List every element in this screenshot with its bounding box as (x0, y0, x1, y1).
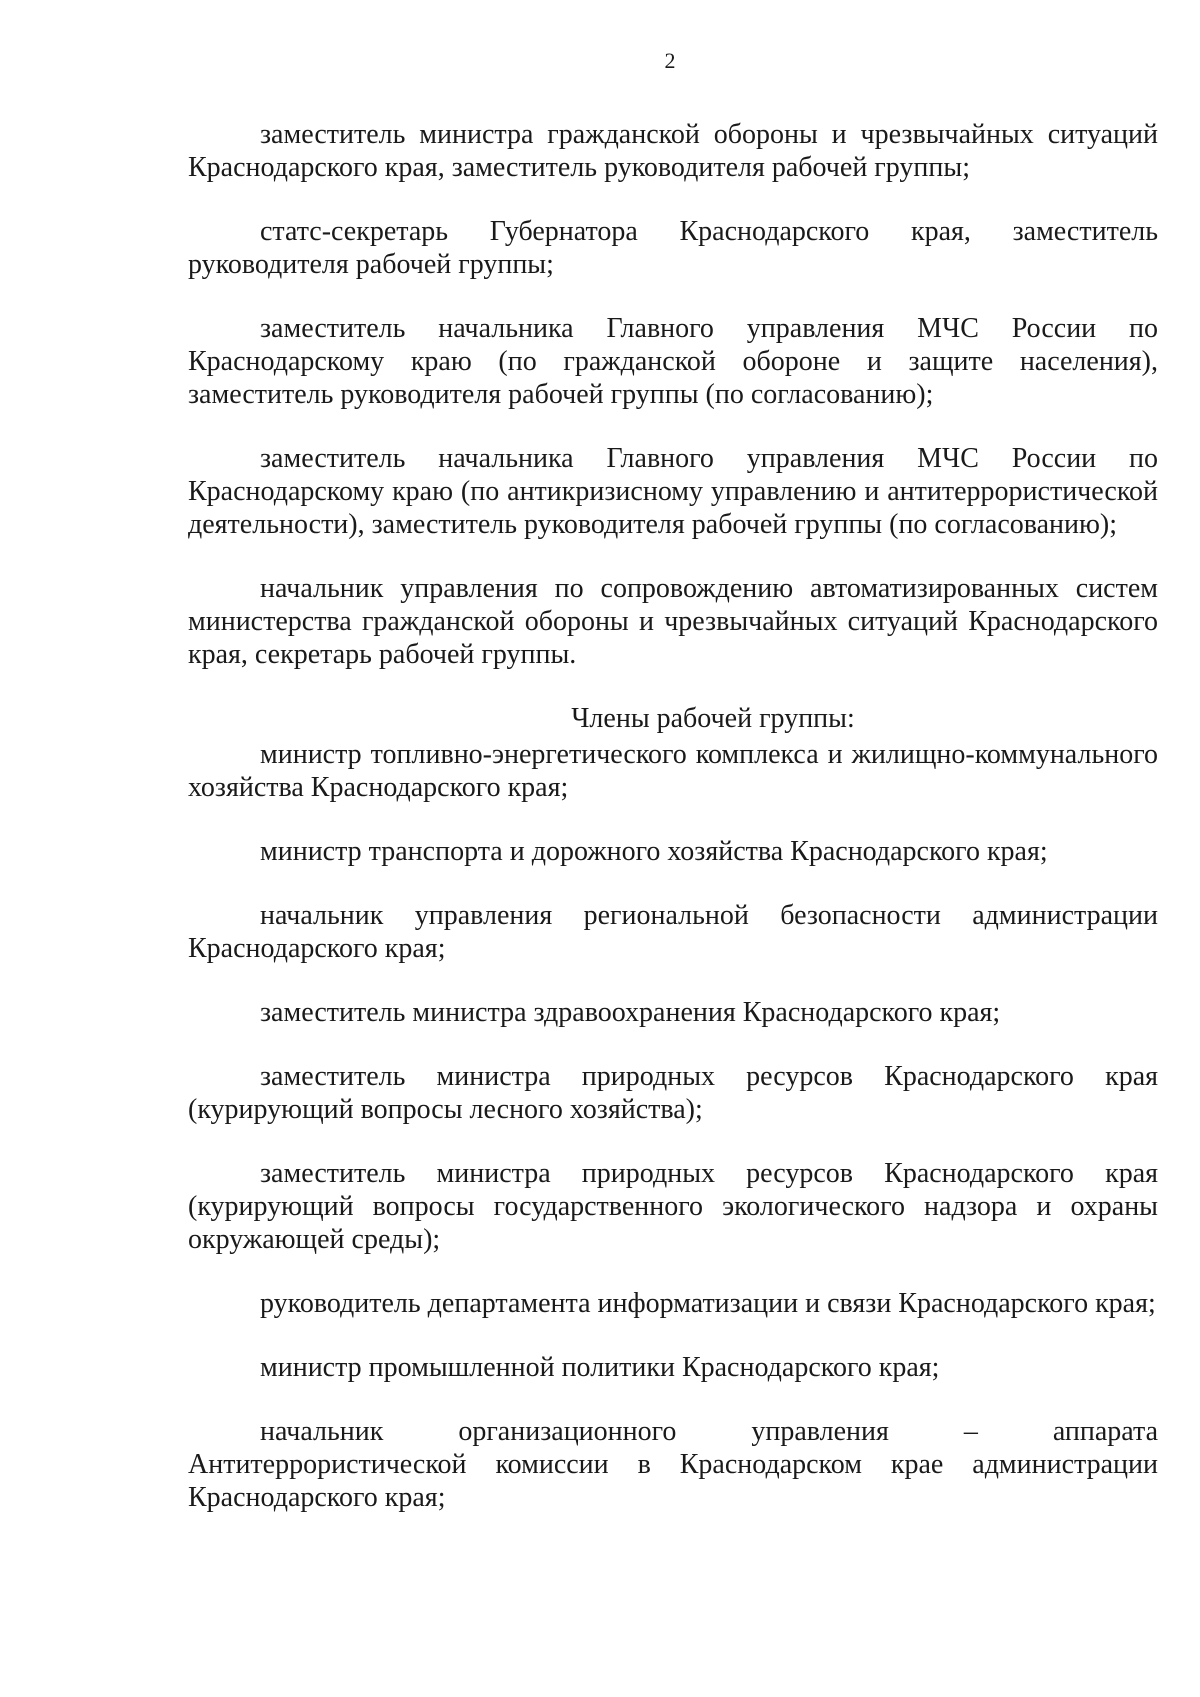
member-item: министр транспорта и дорожного хозяйства Краснодарского края; (260, 836, 1048, 867)
paragraph-deputy-minister-gochs: заместитель министра гражданской обороны и чрезвычайных ситуаций Краснодарского края, заместитель руководителя рабочей группы; (188, 119, 1158, 183)
member-item: заместитель министра здравоохранения Краснодарского края; (260, 997, 1001, 1028)
paragraph-deputy-head-mchs-civil-defense: заместитель начальника Главного управления МЧС России по Краснодарскому краю (по гражданской обороне и защите населения), заместитель руководителя рабочей группы (по согласованию); (188, 313, 1158, 410)
member-item: министр топливно-энергетического комплекса и жилищно-коммунального хозяйства Краснодарского края; (188, 739, 1158, 803)
member-item: руководитель департамента информатизации и связи Краснодарского края; (260, 1288, 1156, 1319)
document-body (188, 118, 1158, 1545)
member-item: министр промышленной политики Краснодарского края; (260, 1352, 940, 1383)
member-item: начальник управления региональной безопасности администрации Краснодарского края; (188, 900, 1158, 964)
paragraph-deputy-head-mchs-crisis: заместитель начальника Главного управления МЧС России по Краснодарскому краю (по антикризисному управлению и антитеррористической деятельности), заместитель руководителя рабочей группы (по согласованию); (188, 443, 1158, 540)
paragraph-state-secretary: статс-секретарь Губернатора Краснодарского края, заместитель руководителя рабочей группы; (188, 216, 1158, 280)
member-item: начальник организационного управления – аппарата Антитеррористической комиссии в Краснодарском крае администрации Краснодарского края; (188, 1416, 1158, 1513)
paragraph-secretary: начальник управления по сопровождению автоматизированных систем министерства гражданской обороны и чрезвычайных ситуаций Краснодарского края, секретарь рабочей группы. (188, 573, 1158, 670)
member-item: заместитель министра природных ресурсов Краснодарского края (курирующий вопросы лесного хозяйства); (188, 1061, 1158, 1125)
page-number: 2 (664, 48, 676, 73)
member-item: заместитель министра природных ресурсов Краснодарского края (курирующий вопросы государственного экологического надзора и охраны окружающей среды); (188, 1158, 1158, 1255)
members-heading: Члены рабочей группы: (571, 703, 855, 734)
